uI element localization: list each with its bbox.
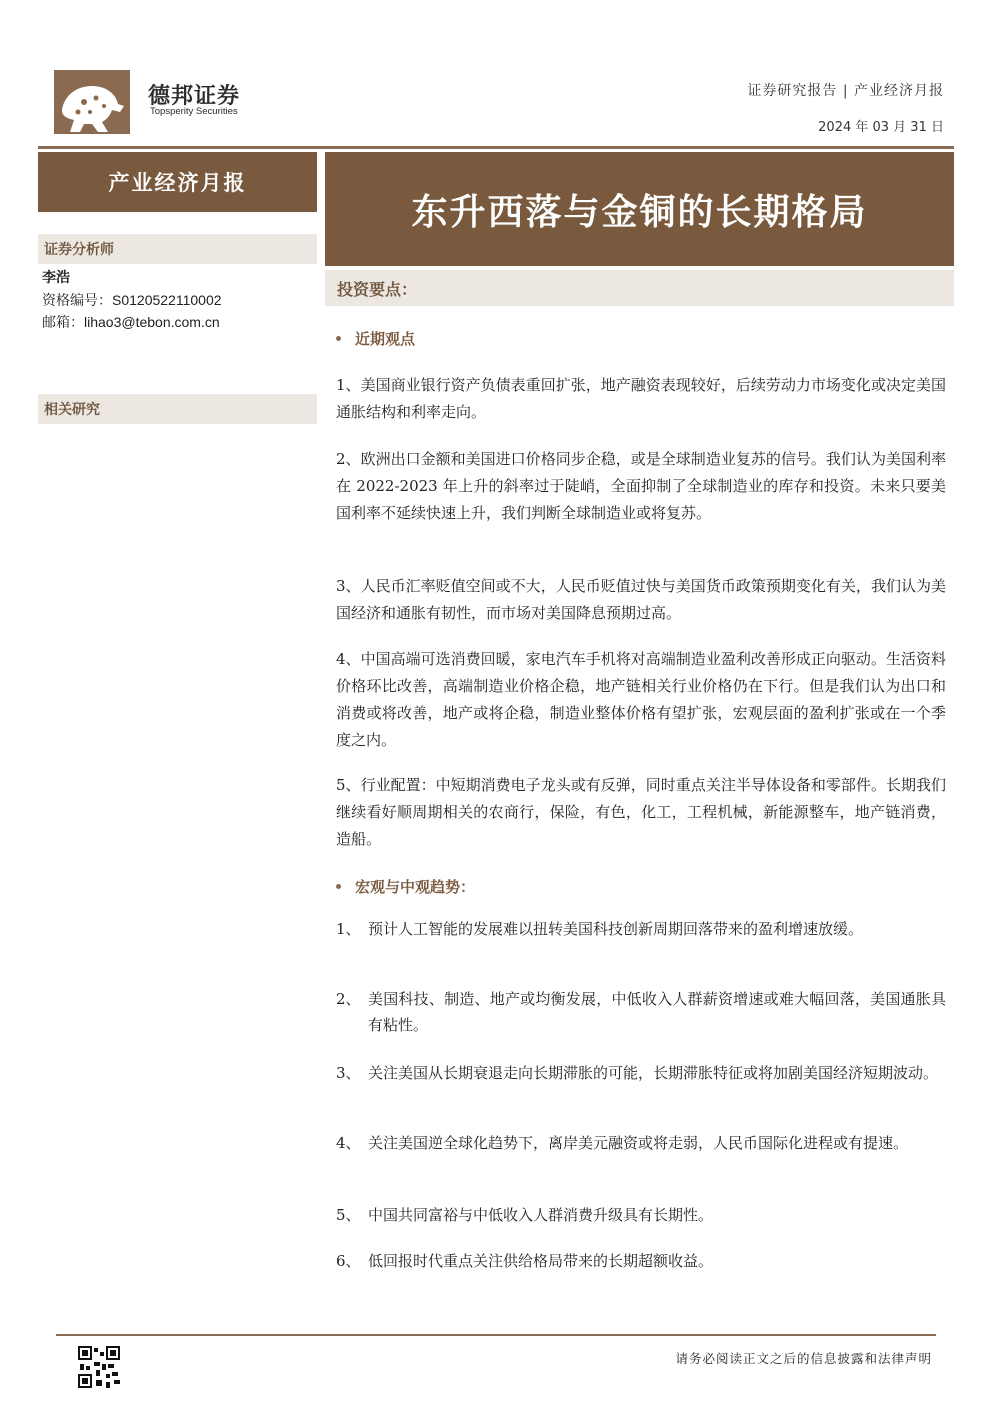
trend-number: 1、 — [336, 920, 361, 938]
brand-name-cn: 德邦证券 — [148, 84, 241, 109]
related-research-label: 相关研究 — [38, 394, 317, 424]
email-key: 邮箱： — [42, 315, 84, 331]
trend-text: 预计人工智能的发展难以扭转美国科技创新周期回落带来的盈利增速放缓。 — [368, 920, 864, 938]
trend-number: 4、 — [336, 1134, 361, 1152]
report-title: 东升西落与金铜的长期格局 — [325, 152, 954, 266]
trend-item — [336, 1060, 946, 1086]
brand-name-en: Topsperity Securities — [150, 106, 238, 117]
recent-view-paragraph: 1、美国商业银行资产负债表重回扩张，地产融资表现较好，后续劳动力市场变化或决定美国通胀结构和利率走向。 — [336, 376, 946, 421]
section-recent-views — [336, 328, 415, 349]
email-value[interactable]: lihao3@tebon.com.cn — [84, 314, 220, 330]
analyst-name: 李浩 — [42, 270, 70, 286]
header-divider — [38, 146, 954, 149]
analyst-label: 证券分析师 — [38, 234, 317, 264]
trend-text: 中国共同富裕与中低收入人群消费升级具有长期性。 — [368, 1206, 714, 1224]
trend-text: 关注美国从长期衰退走向长期滞胀的可能，长期滞胀特征或将加剧美国经济短期波动。 — [368, 1064, 939, 1082]
trend-text: 关注美国逆全球化趋势下，离岸美元融资或将走弱，人民币国际化进程或有提速。 — [368, 1134, 909, 1152]
trend-item — [336, 986, 946, 1038]
trend-text: 美国科技、制造、地产或均衡发展，中低收入人群薪资增速或难大幅回落，美国通胀具有粘性。 — [368, 990, 946, 1034]
analyst-license — [42, 290, 222, 310]
trend-text: 低回报时代重点关注供给格局带来的长期超额收益。 — [368, 1252, 714, 1270]
recent-view-paragraph: 2、欧洲出口金额和美国进口价格同步企稳，或是全球制造业复苏的信号。我们认为美国利率在 2022-2023 年上升的斜率过于陡峭，全面抑制了全球制造业的库存和投资。未来只要美国利率不延续快速上升，我们判断全球制造业或将复苏。 — [336, 450, 946, 522]
trend-number: 5、 — [336, 1206, 361, 1224]
analyst-email — [42, 312, 220, 332]
trend-item — [336, 916, 946, 942]
bullet-icon — [336, 884, 341, 889]
recent-view-paragraph: 5、行业配置：中短期消费电子龙头或有反弹，同时重点关注半导体设备和零部件。长期我们继续看好顺周期相关的农商行，保险，有色，化工，工程机械，新能源整车，地产链消费，造船。 — [336, 776, 946, 848]
report-category: 产业经济月报 — [38, 152, 317, 212]
disclaimer-note: 请务必阅读正文之后的信息披露和法律声明 — [675, 1351, 932, 1366]
recent-view-paragraph: 4、中国高端可选消费回暖，家电汽车手机将对高端制造业盈利改善形成正向驱动。生活资料价格环比改善，高端制造业价格企稳，地产链相关行业价格仍在下行。但是我们认为出口和消费或将改善，地产或将企稳，制造业整体价格有望扩张，宏观层面的盈利扩张或在一个季度之内。 — [336, 650, 946, 749]
trend-number: 2、 — [336, 990, 361, 1008]
trend-item — [336, 1130, 946, 1156]
qr-code-icon — [78, 1346, 120, 1388]
trend-item — [336, 1248, 946, 1274]
investment-header: 投资要点： — [325, 270, 954, 306]
recent-view-paragraph: 3、人民币汇率贬值空间或不大，人民币贬值过快与美国货币政策预期变化有关，我们认为美国经济和通胀有韧性，而市场对美国降息预期过高。 — [336, 577, 946, 622]
section-title: 近期观点 — [355, 330, 416, 348]
report-type: 证券研究报告 | 产业经济月报 — [747, 83, 944, 99]
section-macro-trends — [336, 876, 475, 897]
trend-number: 6、 — [336, 1252, 361, 1270]
license-value: S0120522110002 — [112, 292, 222, 308]
report-date: 2024 年 03 月 31 日 — [818, 120, 944, 135]
section-title: 宏观与中观趋势： — [355, 878, 476, 896]
license-key: 资格编号： — [42, 293, 112, 309]
topsperity-logo-icon — [54, 70, 130, 134]
footer-divider — [56, 1334, 936, 1336]
trend-number: 3、 — [336, 1064, 361, 1082]
bullet-icon — [336, 336, 341, 341]
trend-item — [336, 1202, 946, 1228]
